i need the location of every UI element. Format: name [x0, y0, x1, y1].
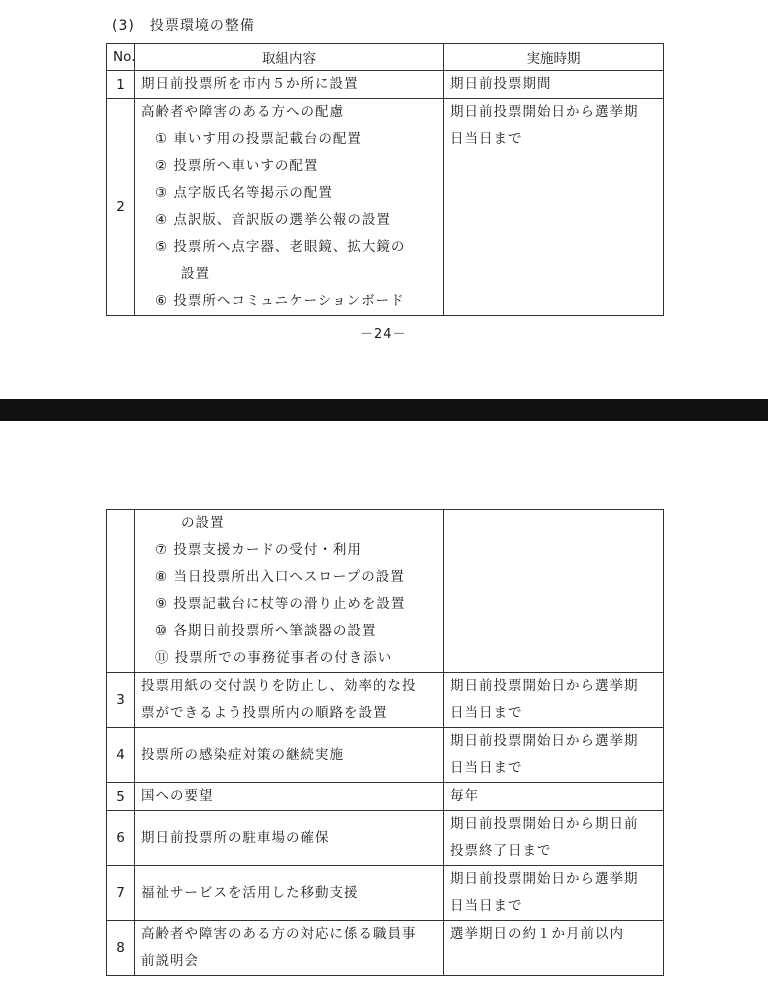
- table-row: [107, 921, 664, 976]
- table-row: [107, 866, 664, 921]
- period-line: 選挙期日の約１か月前以内: [450, 926, 624, 942]
- content-line: 国への要望: [141, 788, 214, 804]
- table-row: [107, 811, 664, 866]
- content-line: ⑧ 当日投票所出入口へスロープの設置: [155, 569, 405, 585]
- row-content: [135, 510, 444, 673]
- row-content: [135, 866, 444, 921]
- row-number: [107, 510, 135, 673]
- measures-table-page2: [106, 509, 664, 976]
- row-content: [135, 783, 444, 811]
- table-row: [107, 99, 664, 316]
- table-row: [107, 673, 664, 728]
- section-heading: (3) 投票環境の整備: [112, 18, 255, 34]
- row-number: 8: [107, 921, 135, 976]
- table-row: [107, 71, 664, 99]
- table-row: [107, 783, 664, 811]
- table-row: [107, 728, 664, 783]
- table-header-row: [107, 44, 664, 71]
- row-number: 7: [107, 866, 135, 921]
- row-content: [135, 921, 444, 976]
- table-row: [107, 510, 664, 673]
- content-line: ⑨ 投票記載台に杖等の滑り止めを設置: [155, 596, 406, 612]
- content-line: 高齢者や障害のある方の対応に係る職員事: [141, 926, 417, 942]
- row-number: 5: [107, 783, 135, 811]
- period-line: 毎年: [450, 788, 479, 804]
- row-period: [444, 866, 664, 921]
- content-line: 期日前投票所を市内５か所に設置: [141, 76, 359, 92]
- content-line: ⑦ 投票支援カードの受付・利用: [155, 542, 362, 558]
- row-period: [444, 921, 664, 976]
- row-number: 3: [107, 673, 135, 728]
- period-line: 期日前投票開始日から選挙期: [450, 733, 639, 749]
- content-line: ⑪ 投票所での事務従事者の付き添い: [155, 650, 393, 666]
- row-period: [444, 728, 664, 783]
- content-line: ① 車いす用の投票記載台の配置: [155, 131, 362, 147]
- content-line: の設置: [181, 515, 225, 531]
- period-line: 日当日まで: [450, 760, 523, 776]
- content-line: 期日前投票所の駐車場の確保: [141, 829, 330, 846]
- content-line: 前説明会: [141, 953, 199, 969]
- header-period: 実施時期: [444, 44, 664, 71]
- row-period: [444, 510, 664, 673]
- content-line: 票ができるよう投票所内の順路を設置: [141, 705, 388, 721]
- period-line: 日当日まで: [450, 705, 523, 721]
- row-number: 1: [107, 71, 135, 99]
- period-line: 期日前投票開始日から選挙期: [450, 871, 639, 887]
- period-line: 期日前投票開始日から選挙期: [450, 678, 639, 694]
- content-line: 投票所の感染症対策の継続実施: [141, 746, 344, 763]
- row-period: [444, 783, 664, 811]
- row-content: [135, 99, 444, 316]
- page-number: －24－: [360, 327, 407, 342]
- measures-table-page1: [106, 43, 664, 316]
- period-line: 日当日まで: [450, 131, 523, 147]
- row-content: [135, 673, 444, 728]
- row-number: 6: [107, 811, 135, 866]
- content-line: 高齢者や障害のある方への配慮: [141, 104, 344, 120]
- header-content: 取組内容: [135, 44, 444, 71]
- row-period: [444, 673, 664, 728]
- row-period: [444, 811, 664, 866]
- content-line: ④ 点訳版、音訳版の選挙公報の設置: [155, 212, 391, 228]
- row-period: [444, 99, 664, 316]
- content-line: ⑤ 投票所へ点字器、老眼鏡、拡大鏡の: [155, 239, 406, 255]
- header-no: No.: [107, 44, 135, 71]
- content-line: ③ 点字版氏名等掲示の配置: [155, 185, 333, 201]
- page-separator: [0, 399, 768, 421]
- row-content: [135, 728, 444, 783]
- row-period: [444, 71, 664, 99]
- content-line: 設置: [181, 266, 210, 282]
- content-line: ⑩ 各期日前投票所へ筆談器の設置: [155, 623, 377, 639]
- period-line: 期日前投票期間: [450, 76, 552, 92]
- period-line: 期日前投票開始日から選挙期: [450, 104, 639, 120]
- content-line: 投票用紙の交付誤りを防止し、効率的な投: [141, 678, 417, 694]
- period-line: 日当日まで: [450, 898, 523, 914]
- row-number: 4: [107, 728, 135, 783]
- content-line: 福祉サービスを活用した移動支援: [141, 884, 359, 901]
- row-number: 2: [107, 99, 135, 316]
- content-line: ② 投票所へ車いすの配置: [155, 158, 319, 174]
- content-line: ⑥ 投票所へコミュニケーションボード: [155, 293, 405, 309]
- row-content: [135, 811, 444, 866]
- period-line: 期日前投票開始日から期日前: [450, 816, 639, 832]
- row-content: [135, 71, 444, 99]
- period-line: 投票終了日まで: [450, 843, 552, 859]
